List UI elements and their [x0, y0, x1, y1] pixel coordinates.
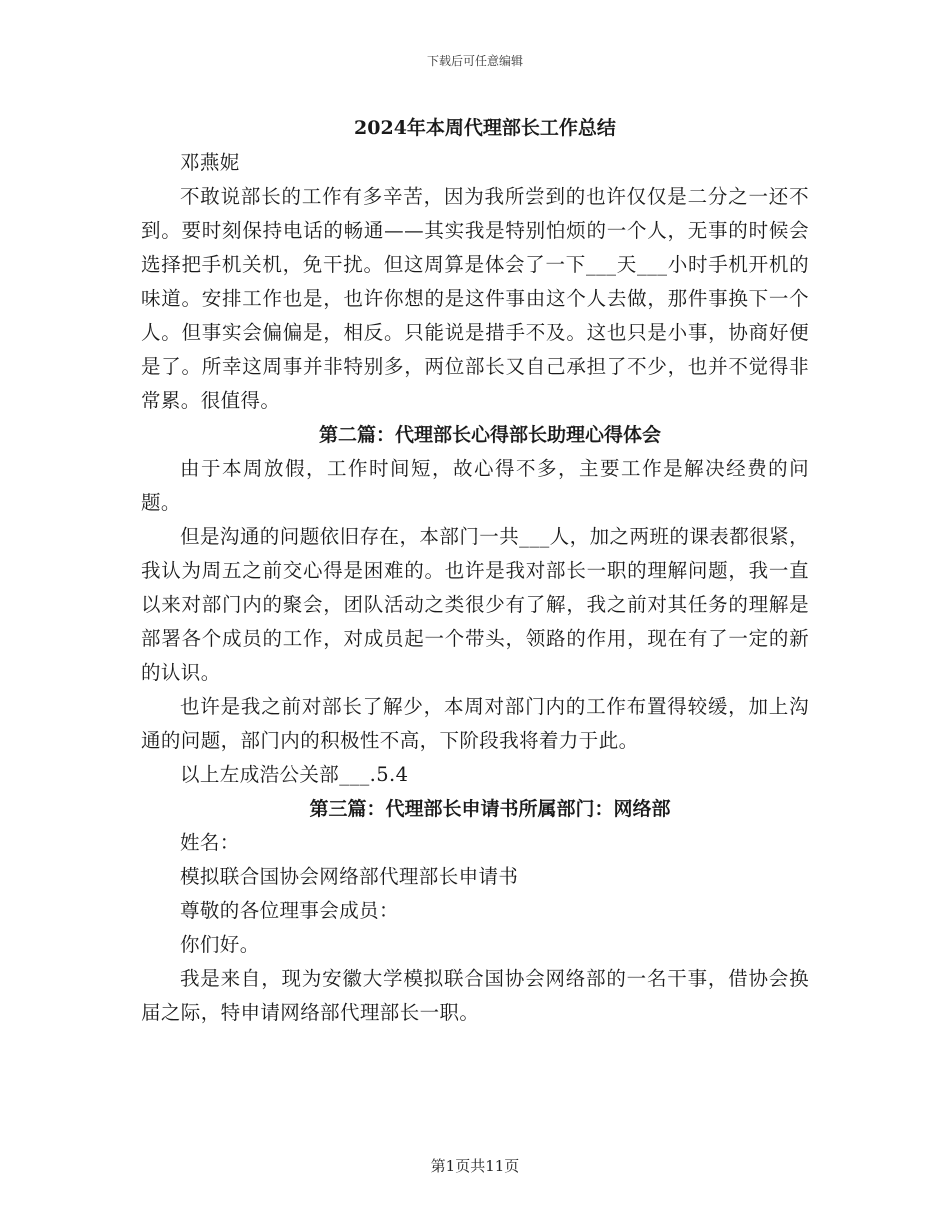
- paragraph: 不敢说部长的工作有多辛苦，因为我所尝到的也许仅仅是二分之一还不到。要时刻保持电话的畅通——其实我是特别怕烦的一个人，无事的时候会选择把手机关机，免干扰。但这周算是体会了一下___天___小时手机开机的味道。安排工作也是，也许你想的是这件事由这个人去做，那件事换下一个人。但事实会偏偏是，相反。只能说是措手不及。这也只是小事，协商好便是了。所幸这周事并非特别多，两位部长又自己承担了不少，也并不觉得非常累。很值得。: [141, 185, 809, 412]
- paragraph: 你们好。: [180, 933, 260, 956]
- paragraph: 但是沟通的问题依旧存在，本部门一共___人，加之两班的课表都很紧，我认为周五之前交心得是困难的。也许是我对部长一职的理解问题，我一直以来对部门内的聚会，团队活动之类很少有了解，我之前对其任务的理解是部署各个成员的工作，对成员起一个带头，领路的作用，现在有了一定的新的认识。: [141, 525, 809, 684]
- page-header: 下载后可任意编辑: [426, 54, 523, 68]
- section-title-2: 第二篇：代理部长心得部长助理心得体会: [318, 424, 661, 446]
- paragraph: 也许是我之前对部长了解少，本周对部门内的工作布置得较缓，加上沟通的问题，部门内的积极性不高，下阶段我将着力于此。: [141, 695, 809, 752]
- document-body: [141, 112, 809, 1030]
- paragraph: 尊敬的各位理事会成员：: [180, 899, 399, 922]
- author-line: 邓燕妮: [180, 151, 240, 174]
- section-title-3: 第三篇：代理部长申请书所属部门：网络部: [309, 798, 671, 820]
- paragraph: 模拟联合国协会网络部代理部长申请书: [180, 865, 519, 888]
- document-title: 2024年本周代理部长工作总结: [354, 117, 616, 139]
- signature-line: 以上左成浩公关部___.5.4: [180, 763, 409, 786]
- paragraph: 由于本周放假，工作时间短，故心得不多，主要工作是解决经费的问题。: [141, 457, 809, 514]
- paragraph: 姓名：: [180, 831, 240, 854]
- paragraph: 我是来自，现为安徽大学模拟联合国协会网络部的一名干事，借协会换届之际，特申请网络部代理部长一职。: [141, 967, 809, 1024]
- page-footer: 第1页共11页: [430, 1157, 520, 1175]
